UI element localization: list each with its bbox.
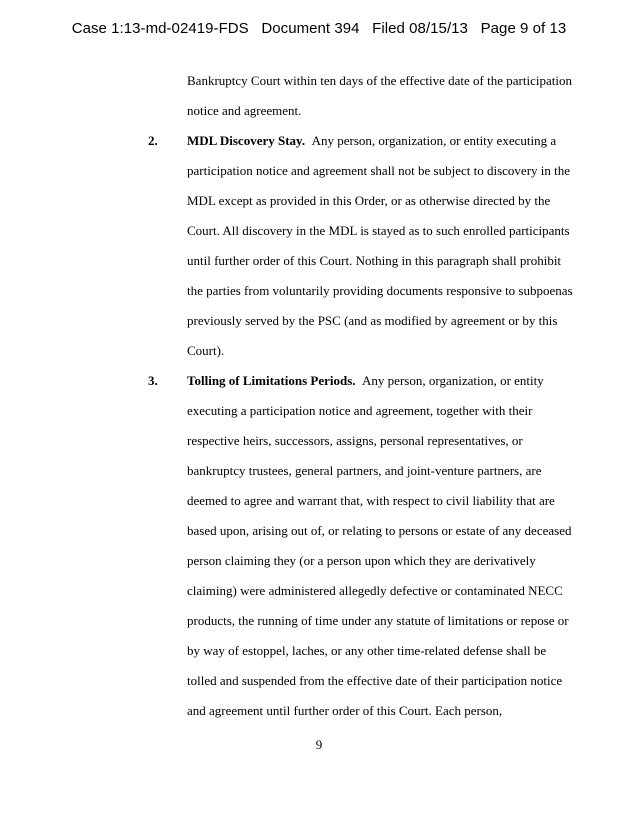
body-line: Court).	[187, 343, 225, 358]
body-line: person claiming they (or a person upon which they are derivatively	[187, 553, 536, 568]
body-line: claiming) were administered allegedly defective or contaminated NECC	[187, 583, 563, 598]
body-line: and agreement until further order of this Court. Each person,	[187, 703, 503, 718]
body-line: tolled and suspended from the effective date of their participation notice	[187, 673, 563, 688]
body-line: based upon, arising out of, or relating to persons or estate of any deceased	[187, 523, 572, 538]
body-line: previously served by the PSC (and as modified by agreement or by this	[187, 313, 558, 328]
section-number: 2.	[148, 133, 158, 148]
section-number: 3.	[148, 373, 158, 388]
body-line	[187, 133, 556, 149]
body-line	[187, 373, 544, 389]
body-line: the parties from voluntarily providing documents responsive to subpoenas	[187, 283, 573, 298]
case-header: Case 1:13-md-02419-FDS Document 394 Filed 08/15/13 Page 9 of 13	[71, 20, 567, 37]
body-line-text: Any person, organization, or entity executing a	[311, 133, 557, 148]
body-line: Bankruptcy Court within ten days of the effective date of the participation	[187, 73, 572, 88]
body-line: until further order of this Court. Nothing in this paragraph shall prohibit	[187, 253, 562, 268]
body-line: products, the running of time under any statute of limitations or repose or	[187, 613, 569, 628]
body-line: deemed to agree and warrant that, with respect to civil liability that are	[187, 493, 555, 508]
body-line-text: Any person, organization, or entity	[362, 373, 544, 388]
body-line: participation notice and agreement shall not be subject to discovery in the	[187, 163, 571, 178]
page-number: 9	[315, 737, 323, 752]
body-line: Court. All discovery in the MDL is stayed as to such enrolled participants	[187, 223, 570, 238]
body-line: notice and agreement.	[187, 103, 302, 118]
body-line: executing a participation notice and agreement, together with their	[187, 403, 533, 418]
body-line: respective heirs, successors, assigns, personal representatives, or	[187, 433, 523, 448]
section-heading: Tolling of Limitations Periods.	[187, 373, 356, 388]
body-line: by way of estoppel, laches, or any other time-related defense shall be	[187, 643, 547, 658]
section-heading: MDL Discovery Stay.	[187, 133, 306, 148]
body-line: MDL except as provided in this Order, or as otherwise directed by the	[187, 193, 551, 208]
body-line: bankruptcy trustees, general partners, and joint-venture partners, are	[187, 463, 542, 478]
